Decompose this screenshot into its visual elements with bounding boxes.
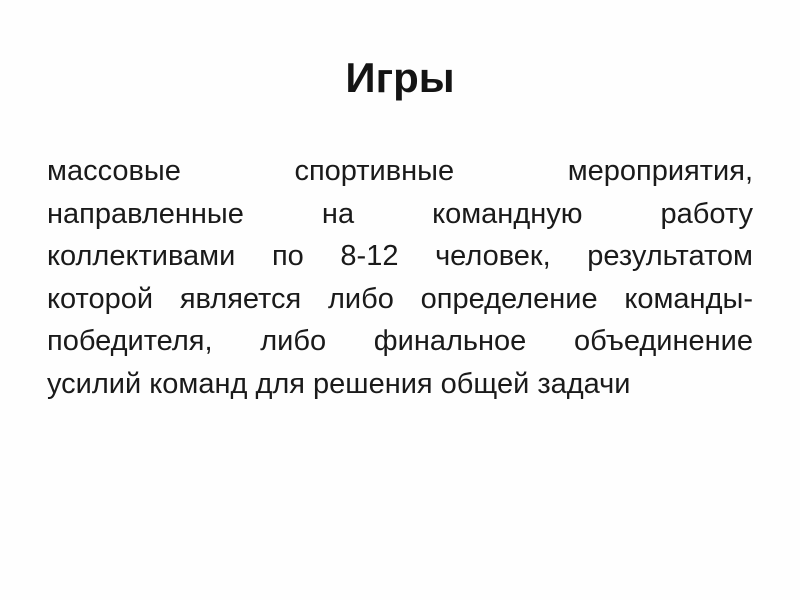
body-line-6: усилий команд для решения общей задачи: [47, 367, 631, 400]
slide-title: Игры: [345, 54, 455, 101]
body-line-1: массовые спортивные мероприятия,: [47, 155, 753, 187]
body-line-4: которой является либо определение команды-: [47, 282, 753, 315]
body-line-2: направленные на командную работу: [47, 197, 753, 230]
slide-body-text: [47, 150, 753, 405]
body-line-3: коллективами по 8-12 человек, результатом: [47, 240, 753, 272]
body-line-5: победителя, либо финальное объединение: [47, 325, 753, 357]
